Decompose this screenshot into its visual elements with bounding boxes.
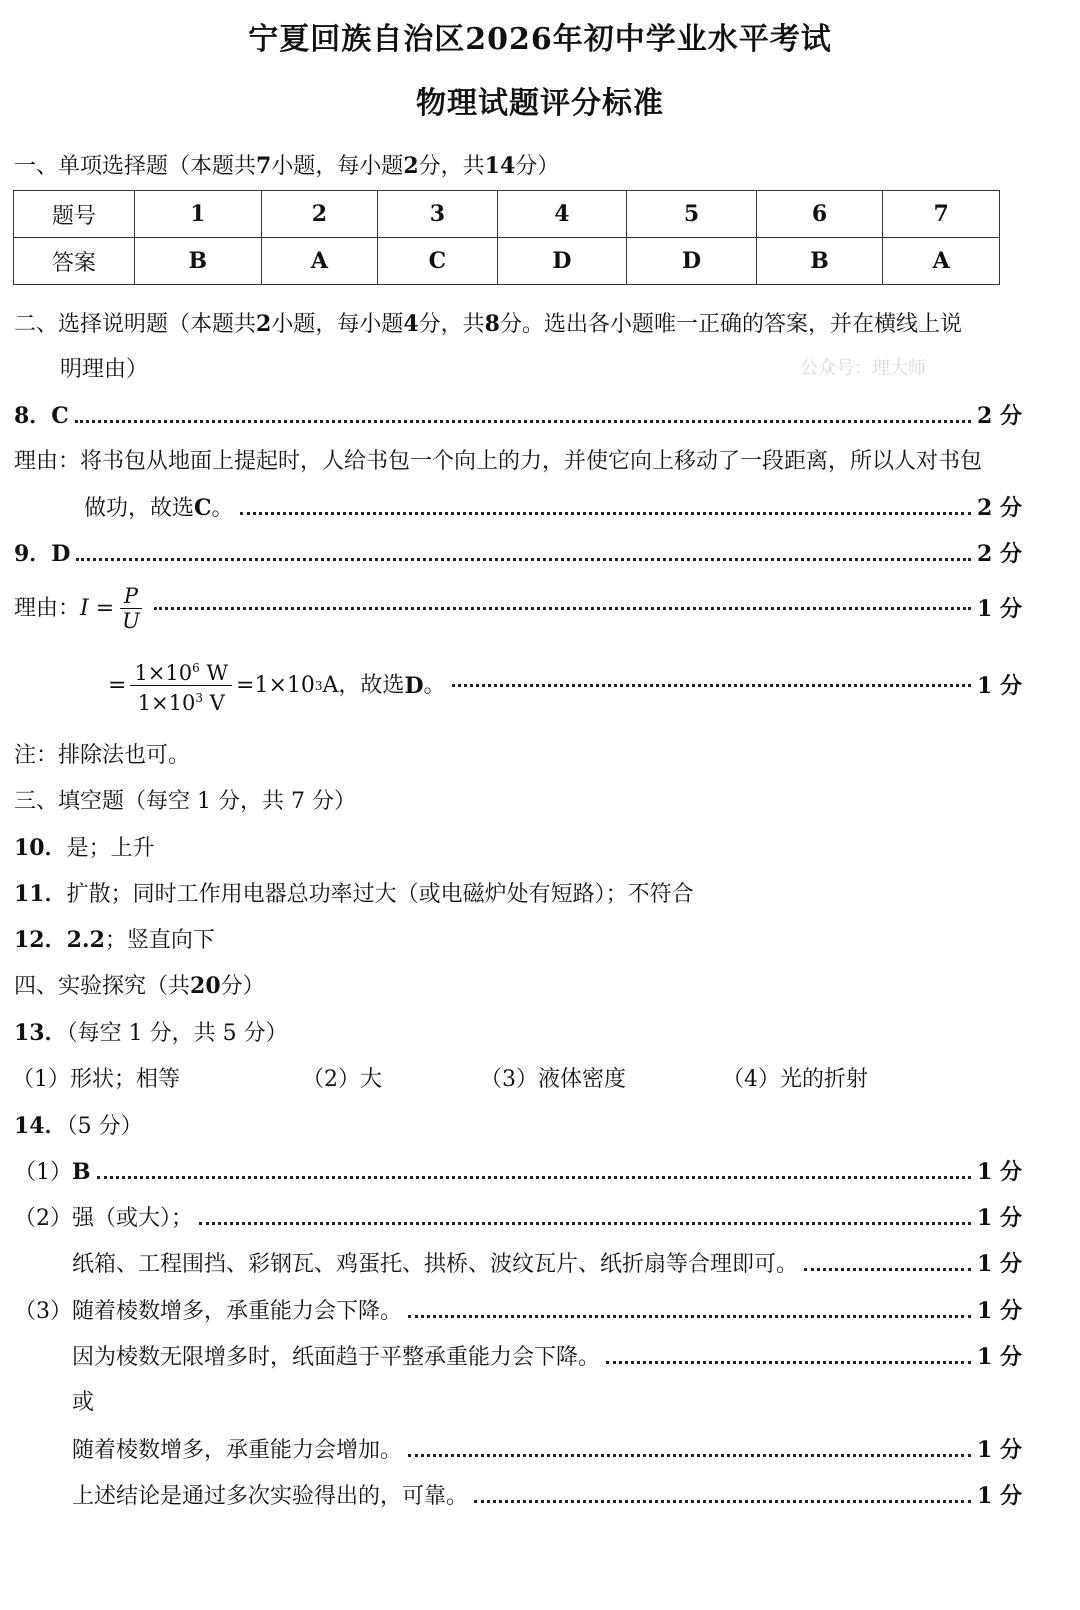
calc-fraction: $\frac{1\times 10^6 W}{1\times 10^3 V}$ [130,656,232,715]
dot-leader [199,1222,971,1225]
dot-leader [804,1268,971,1271]
q14-part3-alt: 随着棱数增多，承重能力会增加。 1 分 [72,1437,1022,1463]
q14-part3: （3）随着棱数增多，承重能力会下降。 1 分 [14,1298,1022,1324]
answer-cell: D [497,238,627,285]
q14-part2-examples: 纸箱、工程围挡、彩钢瓦、鸡蛋托、拱桥、波纹瓦片、纸折扇等合理即可。 1 分 [72,1251,1022,1277]
q10-answer: 10．是；上升 [14,835,155,861]
q9-formula: 理由： I = $\frac{P}{U}$ 1 分 [14,584,1022,633]
dot-leader [154,607,971,610]
q14-part3-alt-reason: 上述结论是通过多次实验得出的，可靠。 1 分 [72,1483,1022,1509]
row-label-number: 题号 [14,191,135,238]
dot-leader [606,1361,971,1364]
q13-part2: （2）大 [302,1067,382,1092]
note: 注：排除法也可。 [14,743,191,768]
answer-cell: D [627,238,757,285]
q13-part3: （3）液体密度 [480,1067,626,1092]
dot-leader [97,1176,971,1179]
dot-leader [474,1500,971,1503]
table-row-answers [14,238,1000,285]
row-label-answer: 答案 [14,238,135,285]
q14-heading: 14．（5 分） [14,1113,143,1139]
page-subtitle: 物理试题评分标准 [416,86,664,121]
answer-cell: A [883,238,1000,285]
section-1-heading: 一、单项选择题（本题共7小题，每小题2分，共14分） [14,153,560,179]
dot-leader [408,1315,971,1318]
dot-leader [408,1454,971,1457]
q14-part1: （1） B 1 分 [14,1159,1022,1185]
answer-cell: A [261,238,378,285]
q14-part3-reason: 因为棱数无限增多时，纸面趋于平整承重能力会下降。 1 分 [72,1344,1022,1370]
q14-or: 或 [72,1390,95,1415]
formula-fraction: $\frac{P}{U}$ [118,584,144,633]
q14-part2: （2）强（或大）； 1 分 [14,1205,1022,1231]
question-number: 4 [497,191,627,238]
q8-answer: 8．C 2 分 [14,403,1022,429]
question-number: 5 [627,191,757,238]
q12-answer: 12．2.2；竖直向下 [14,927,215,953]
q9-answer: 9．D 2 分 [14,541,1022,567]
q11-answer: 11．扩散；同时工作用电器总功率过大（或电磁炉处有短路）；不符合 [14,881,694,907]
question-number: 3 [378,191,497,238]
watermark: 公众号：理大师 [800,358,926,379]
section-2-heading: 二、选择说明题（本题共2小题，每小题4分，共8分。选出各小题唯一正确的答案，并在横线上说 [14,311,962,337]
q13-heading: 13．（每空 1 分，共 5 分） [14,1020,288,1046]
answer-cell: B [135,238,262,285]
question-number: 7 [883,191,1000,238]
question-number: 1 [135,191,262,238]
page-title: 宁夏回族自治区2026年初中学业水平考试 [248,22,832,57]
section-4-heading: 四、实验探究（共20分） [14,973,265,999]
section-3-heading: 三、填空题（每空 1 分，共 7 分） [14,789,356,814]
answer-cell: B [756,238,883,285]
dot-leader [75,420,971,423]
q9-calculation: = $\frac{1\times 10^6 W}{1\times 10^3 V}$ =1×10 3 A， 故选 D 。 1 分 [108,656,1022,715]
q8-reason-line2: 做功，故选 C 。 2 分 [84,495,1022,521]
answer-cell: C [378,238,497,285]
question-number: 6 [756,191,883,238]
answer-table [13,190,1000,285]
q8-reason-line1: 理由：将书包从地面上提起时，人给书包一个向上的力，并使它向上移动了一段距离，所以人对书包 [14,449,983,474]
section-2-heading-cont: 明理由） [60,357,149,382]
dot-leader [452,684,972,687]
q13-part1: （1）形状；相等 [12,1067,180,1092]
dot-leader [76,558,971,561]
dot-leader [240,512,971,515]
table-row-numbers [14,191,1000,238]
question-number: 2 [261,191,378,238]
q13-part4: （4）光的折射 [722,1067,868,1092]
